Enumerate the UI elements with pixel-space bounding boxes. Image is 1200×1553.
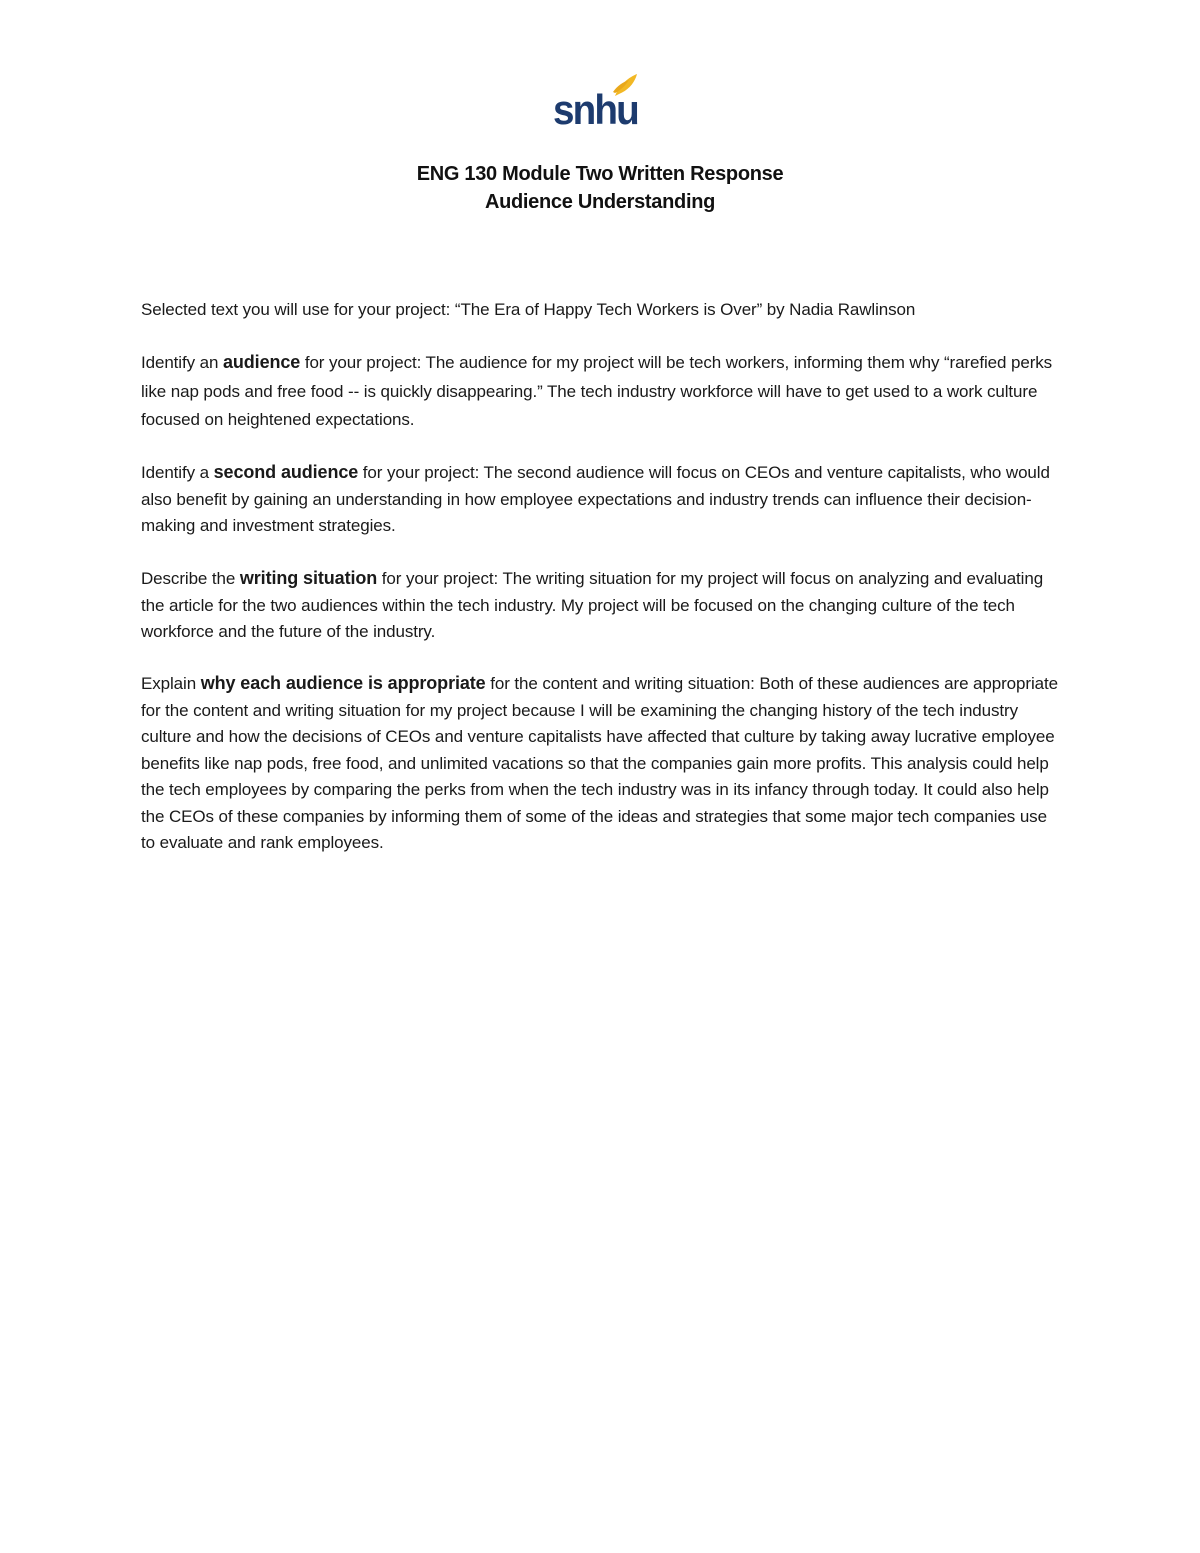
second-audience-paragraph [141, 459, 1061, 540]
keyword-why-appropriate: why each audience is appropriate [200, 673, 486, 693]
keyword-audience: audience [222, 352, 301, 372]
audience-appropriateness-paragraph [141, 670, 1061, 857]
keyword-writing-situation: writing situation [239, 568, 378, 588]
logo-wordmark: snhu [553, 86, 638, 133]
paragraph-prefix: Identify a [141, 463, 214, 482]
keyword-second-audience: second audience [213, 462, 359, 482]
paragraph-prefix: Explain [141, 674, 201, 693]
selected-text-paragraph [141, 297, 1061, 324]
paragraph-text: for the content and writing situation: Both of these audiences are appropriate for the content and writing situation for my project because I will be examining the changing history of the tech industry culture and how the decisions of CEOs and venture capitalists have affected that culture by taking away lucrative employee benefits like nap pods, free food, and unlimited vacations so that the companies gain more profits. This analysis could help the tech employees by comparing the perks from when the tech industry was in its infancy through today. It could also help the CEOs of these companies by informing them of some of the ideas and strategies that some major tech companies use to evaluate and rank employees. [141, 674, 1058, 852]
writing-situation-paragraph [141, 565, 1061, 646]
paragraph-prefix: Describe the [141, 569, 240, 588]
paragraph-text: for your project: The audience for my project will be tech workers, informing them why “rarefied perks like nap pods and free food -- is quickly disappearing.” The tech industry workforce will have to get used to a work culture focused on heightened expectations. [141, 353, 1053, 429]
paragraph-text: for your project: The writing situation for my project will focus on analyzing and evaluating the article for the two audiences within the tech industry. My project will be focused on the changing culture of the tech workforce and the future of the industry. [141, 569, 1044, 641]
document-subtitle: Audience Understanding [484, 191, 716, 213]
paragraph-prefix: Identify an [141, 353, 223, 372]
audience-paragraph [141, 348, 1061, 435]
snhu-logo [553, 72, 643, 134]
paragraph-text: for your project: The second audience will focus on CEOs and venture capitalists, who would also benefit by gaining an understanding in how employee expectations and industry trends can influence their decision-making and investment strategies. [141, 463, 1050, 535]
paragraph-text: Selected text you will use for your project: “The Era of Happy Tech Workers is Over” by Nadia Rawlinson [141, 300, 916, 319]
document-heading [0, 160, 1200, 216]
document-title: ENG 130 Module Two Written Response [416, 163, 784, 185]
